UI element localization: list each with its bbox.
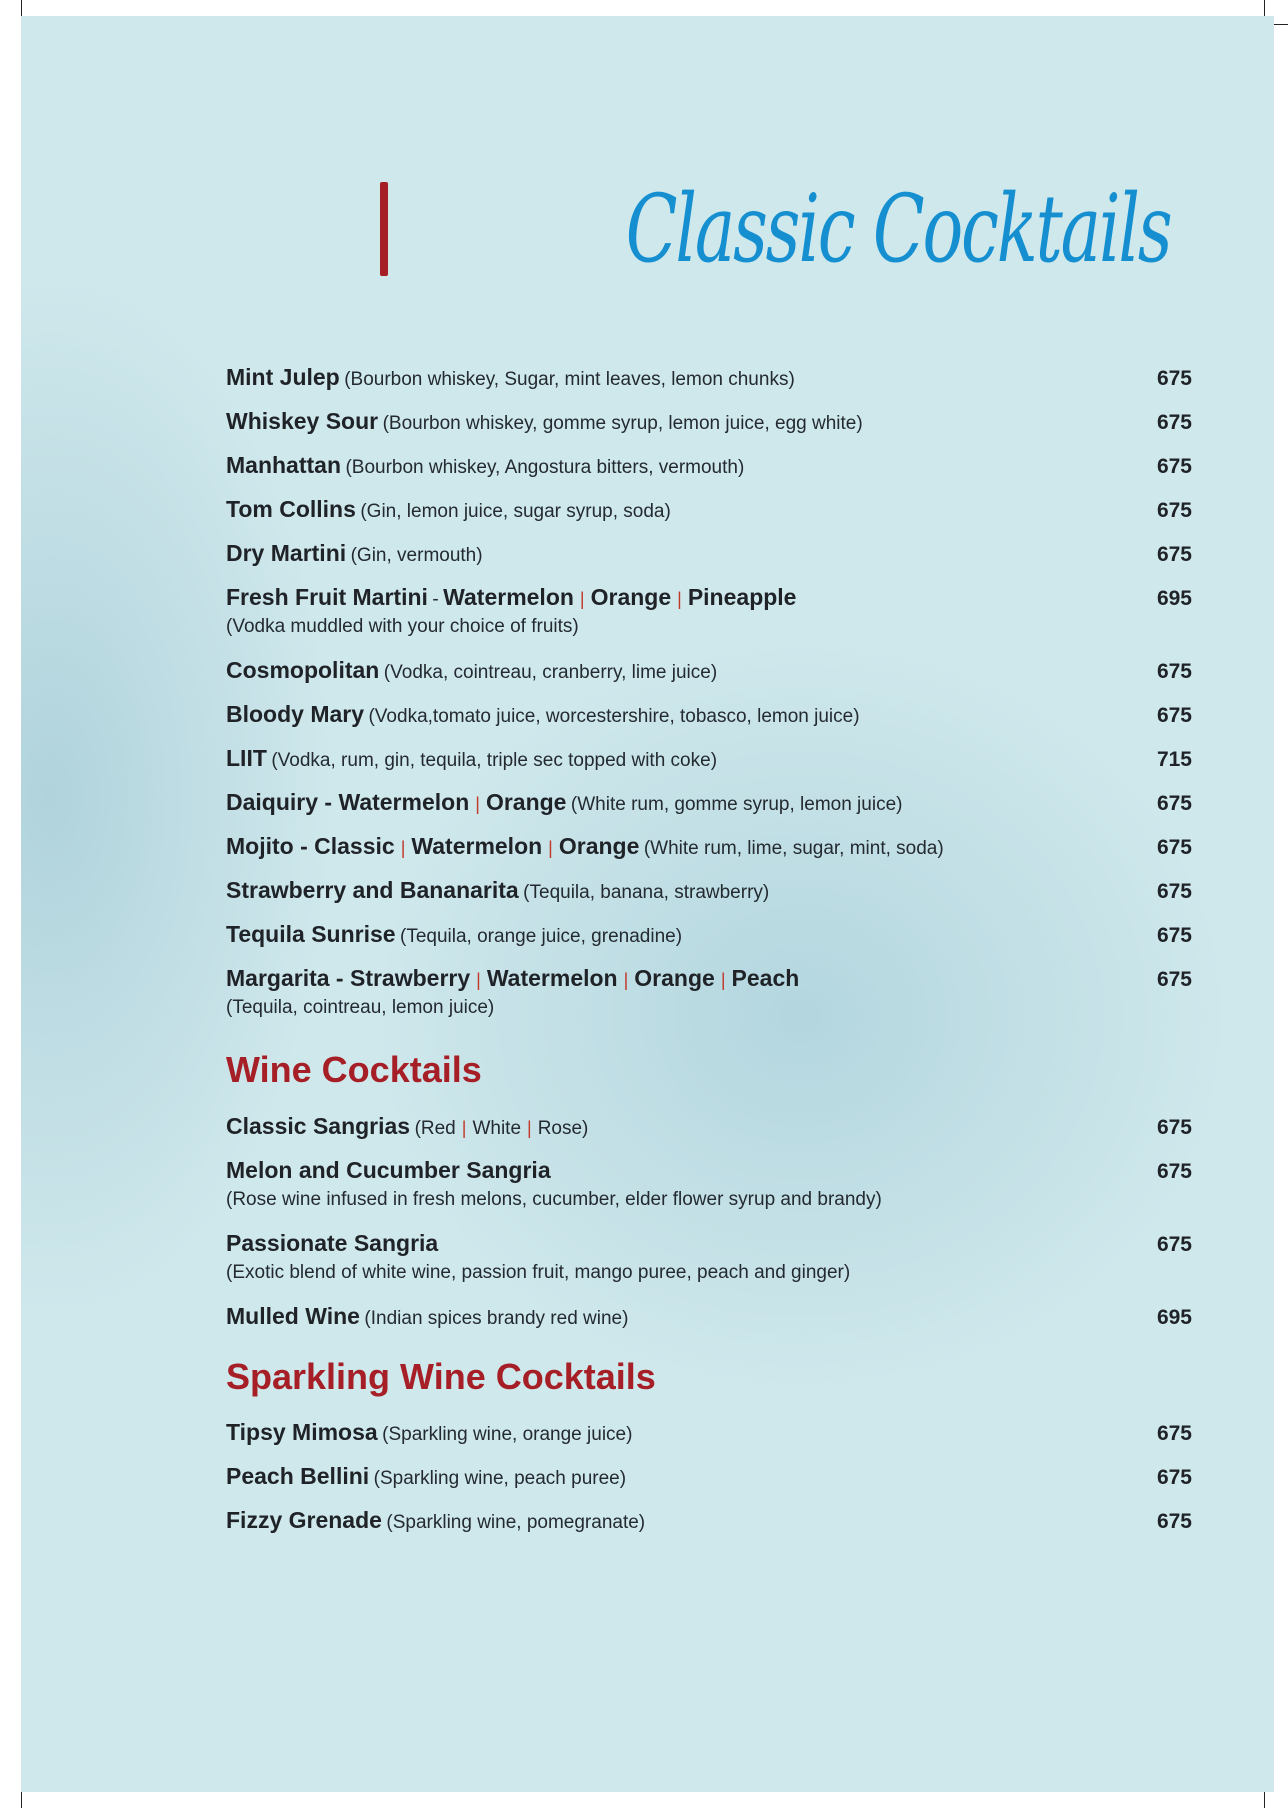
crop-mark-tl xyxy=(21,0,22,16)
menu-item xyxy=(226,789,1192,816)
item-price: 675 xyxy=(1156,924,1192,947)
item-price: 675 xyxy=(1156,367,1192,390)
menu-item xyxy=(226,877,1192,904)
item-description: (Gin, vermouth) xyxy=(350,545,483,566)
item-name: Fizzy Grenade xyxy=(226,1507,382,1533)
item-name: Daiquiry - Watermelon xyxy=(226,789,470,815)
item-name: Whiskey Sour xyxy=(226,408,379,434)
menu-item xyxy=(226,496,1192,523)
crop-mark-br xyxy=(1264,1792,1265,1808)
item-name: Cosmopolitan xyxy=(226,657,380,683)
menu-page xyxy=(21,16,1274,1792)
menu-item xyxy=(226,408,1192,435)
item-description: (Bourbon whiskey, Angostura bitters, vermouth) xyxy=(345,457,745,478)
item-description: (Vodka, rum, gin, tequila, triple sec topped with coke) xyxy=(271,750,718,771)
page-title: Classic Cocktails xyxy=(625,174,1170,284)
item-description: (White rum, gomme syrup, lemon juice) xyxy=(570,794,903,815)
item-description-part: (Red xyxy=(414,1118,456,1139)
item-description: (White rum, lime, sugar, mint, soda) xyxy=(643,838,944,859)
menu-item xyxy=(226,745,1192,772)
item-price: 695 xyxy=(1156,1306,1192,1329)
item-description: (Vodka, cointreau, cranberry, lime juice) xyxy=(383,662,718,683)
variant-divider: | xyxy=(527,1118,532,1138)
item-description: (Tequila, orange juice, grenadine) xyxy=(400,926,683,947)
item-price: 675 xyxy=(1156,792,1192,815)
item-description: (Bourbon whiskey, gomme syrup, lemon juice, egg white) xyxy=(382,413,863,434)
page-title-block xyxy=(380,164,1170,294)
menu-item xyxy=(226,921,1192,948)
item-name: Mojito - Classic xyxy=(226,833,395,859)
item-description: (Sparkling wine, orange juice) xyxy=(382,1424,633,1445)
item-name: Strawberry and Bananarita xyxy=(226,877,519,903)
title-accent-bar xyxy=(380,182,388,276)
variant-divider: | xyxy=(579,589,585,609)
menu-item xyxy=(226,540,1192,567)
item-price: 675 xyxy=(1156,1422,1192,1445)
item-price: 675 xyxy=(1156,499,1192,522)
item-price: 675 xyxy=(1156,1510,1192,1533)
crop-mark-tr xyxy=(1264,0,1265,16)
variant-divider: | xyxy=(623,970,629,990)
item-description-part: Rose) xyxy=(537,1118,589,1139)
item-variant: Orange xyxy=(558,833,640,859)
item-name: Dry Martini xyxy=(226,540,347,566)
menu-item xyxy=(226,584,1192,638)
item-name: Mulled Wine xyxy=(226,1303,360,1329)
crop-mark-bl xyxy=(21,1792,22,1808)
item-name: LIIT xyxy=(226,745,267,771)
item-name: Mint Julep xyxy=(226,364,340,390)
variant-divider: | xyxy=(475,794,480,814)
item-description: (Rose wine infused in fresh melons, cucumber, elder flower syrup and brandy) xyxy=(226,1189,882,1210)
item-description: (Bourbon whiskey, Sugar, mint leaves, lemon chunks) xyxy=(344,369,795,390)
item-variant: Watermelon xyxy=(443,584,574,610)
item-price: 715 xyxy=(1156,748,1192,771)
menu-item xyxy=(226,1157,1192,1211)
menu-item xyxy=(226,1419,1192,1446)
item-price: 695 xyxy=(1156,587,1192,610)
variant-divider: | xyxy=(476,970,481,990)
menu-item xyxy=(226,833,1192,860)
variant-divider: | xyxy=(400,838,406,858)
item-variant: Orange xyxy=(590,584,672,610)
variant-divider: | xyxy=(677,589,682,609)
item-description: (Sparkling wine, pomegranate) xyxy=(386,1512,646,1533)
item-variant: Watermelon xyxy=(486,965,618,991)
item-price: 675 xyxy=(1156,704,1192,727)
item-name: Fresh Fruit Martini xyxy=(226,584,428,610)
menu-item xyxy=(226,701,1192,728)
item-price: 675 xyxy=(1156,411,1192,434)
item-description: (Exotic blend of white wine, passion fruit, mango puree, peach and ginger) xyxy=(226,1262,851,1283)
item-price: 675 xyxy=(1156,543,1192,566)
item-variant: Peach xyxy=(731,965,800,991)
menu-item xyxy=(226,1463,1192,1490)
variant-divider: | xyxy=(548,838,553,858)
variant-divider: | xyxy=(720,970,726,990)
item-name: Melon and Cucumber Sangria xyxy=(226,1157,551,1183)
item-variant: Orange xyxy=(485,789,567,815)
section-title-wine: Wine Cocktails xyxy=(226,1049,482,1090)
item-price: 675 xyxy=(1156,660,1192,683)
item-description: (Gin, lemon juice, sugar syrup, soda) xyxy=(360,501,671,522)
menu-item xyxy=(226,657,1192,684)
variant-divider: | xyxy=(461,1118,467,1138)
menu-item xyxy=(226,452,1192,479)
item-price: 675 xyxy=(1156,880,1192,903)
menu-item xyxy=(226,1303,1192,1330)
name-separator: - xyxy=(432,589,439,610)
crop-mark-r xyxy=(1274,24,1288,25)
item-description: (Tequila, cointreau, lemon juice) xyxy=(226,997,495,1018)
item-description: (Indian spices brandy red wine) xyxy=(364,1308,629,1329)
menu-item xyxy=(226,1113,1192,1140)
item-price: 675 xyxy=(1156,1160,1192,1183)
item-description-part: White xyxy=(472,1118,522,1139)
item-price: 675 xyxy=(1156,455,1192,478)
item-name: Peach Bellini xyxy=(226,1463,370,1489)
item-name: Tequila Sunrise xyxy=(226,921,396,947)
item-name: Classic Sangrias xyxy=(226,1113,411,1139)
item-variant: Watermelon xyxy=(411,833,543,859)
item-price: 675 xyxy=(1156,1116,1192,1139)
item-name: Passionate Sangria xyxy=(226,1230,439,1256)
item-name: Bloody Mary xyxy=(226,701,365,727)
item-name: Manhattan xyxy=(226,452,341,478)
item-variant: Pineapple xyxy=(687,584,797,610)
item-name: Tipsy Mimosa xyxy=(226,1419,378,1445)
menu-item xyxy=(226,1230,1192,1284)
menu-item xyxy=(226,965,1192,1019)
item-price: 675 xyxy=(1156,968,1192,991)
item-price: 675 xyxy=(1156,1466,1192,1489)
item-description: (Sparkling wine, peach puree) xyxy=(373,1468,627,1489)
item-variant: Orange xyxy=(634,965,715,991)
item-name: Margarita - Strawberry xyxy=(226,965,471,991)
item-price: 675 xyxy=(1156,836,1192,859)
menu-item xyxy=(226,1507,1192,1534)
menu-item xyxy=(226,364,1192,391)
item-description: (Tequila, banana, strawberry) xyxy=(523,882,770,903)
item-description: (Vodka,tomato juice, worcestershire, tobasco, lemon juice) xyxy=(368,706,860,727)
section-title-sparkling: Sparkling Wine Cocktails xyxy=(226,1356,656,1397)
item-price: 675 xyxy=(1156,1233,1192,1256)
item-name: Tom Collins xyxy=(226,496,356,522)
item-description: (Vodka muddled with your choice of fruits) xyxy=(226,616,579,637)
